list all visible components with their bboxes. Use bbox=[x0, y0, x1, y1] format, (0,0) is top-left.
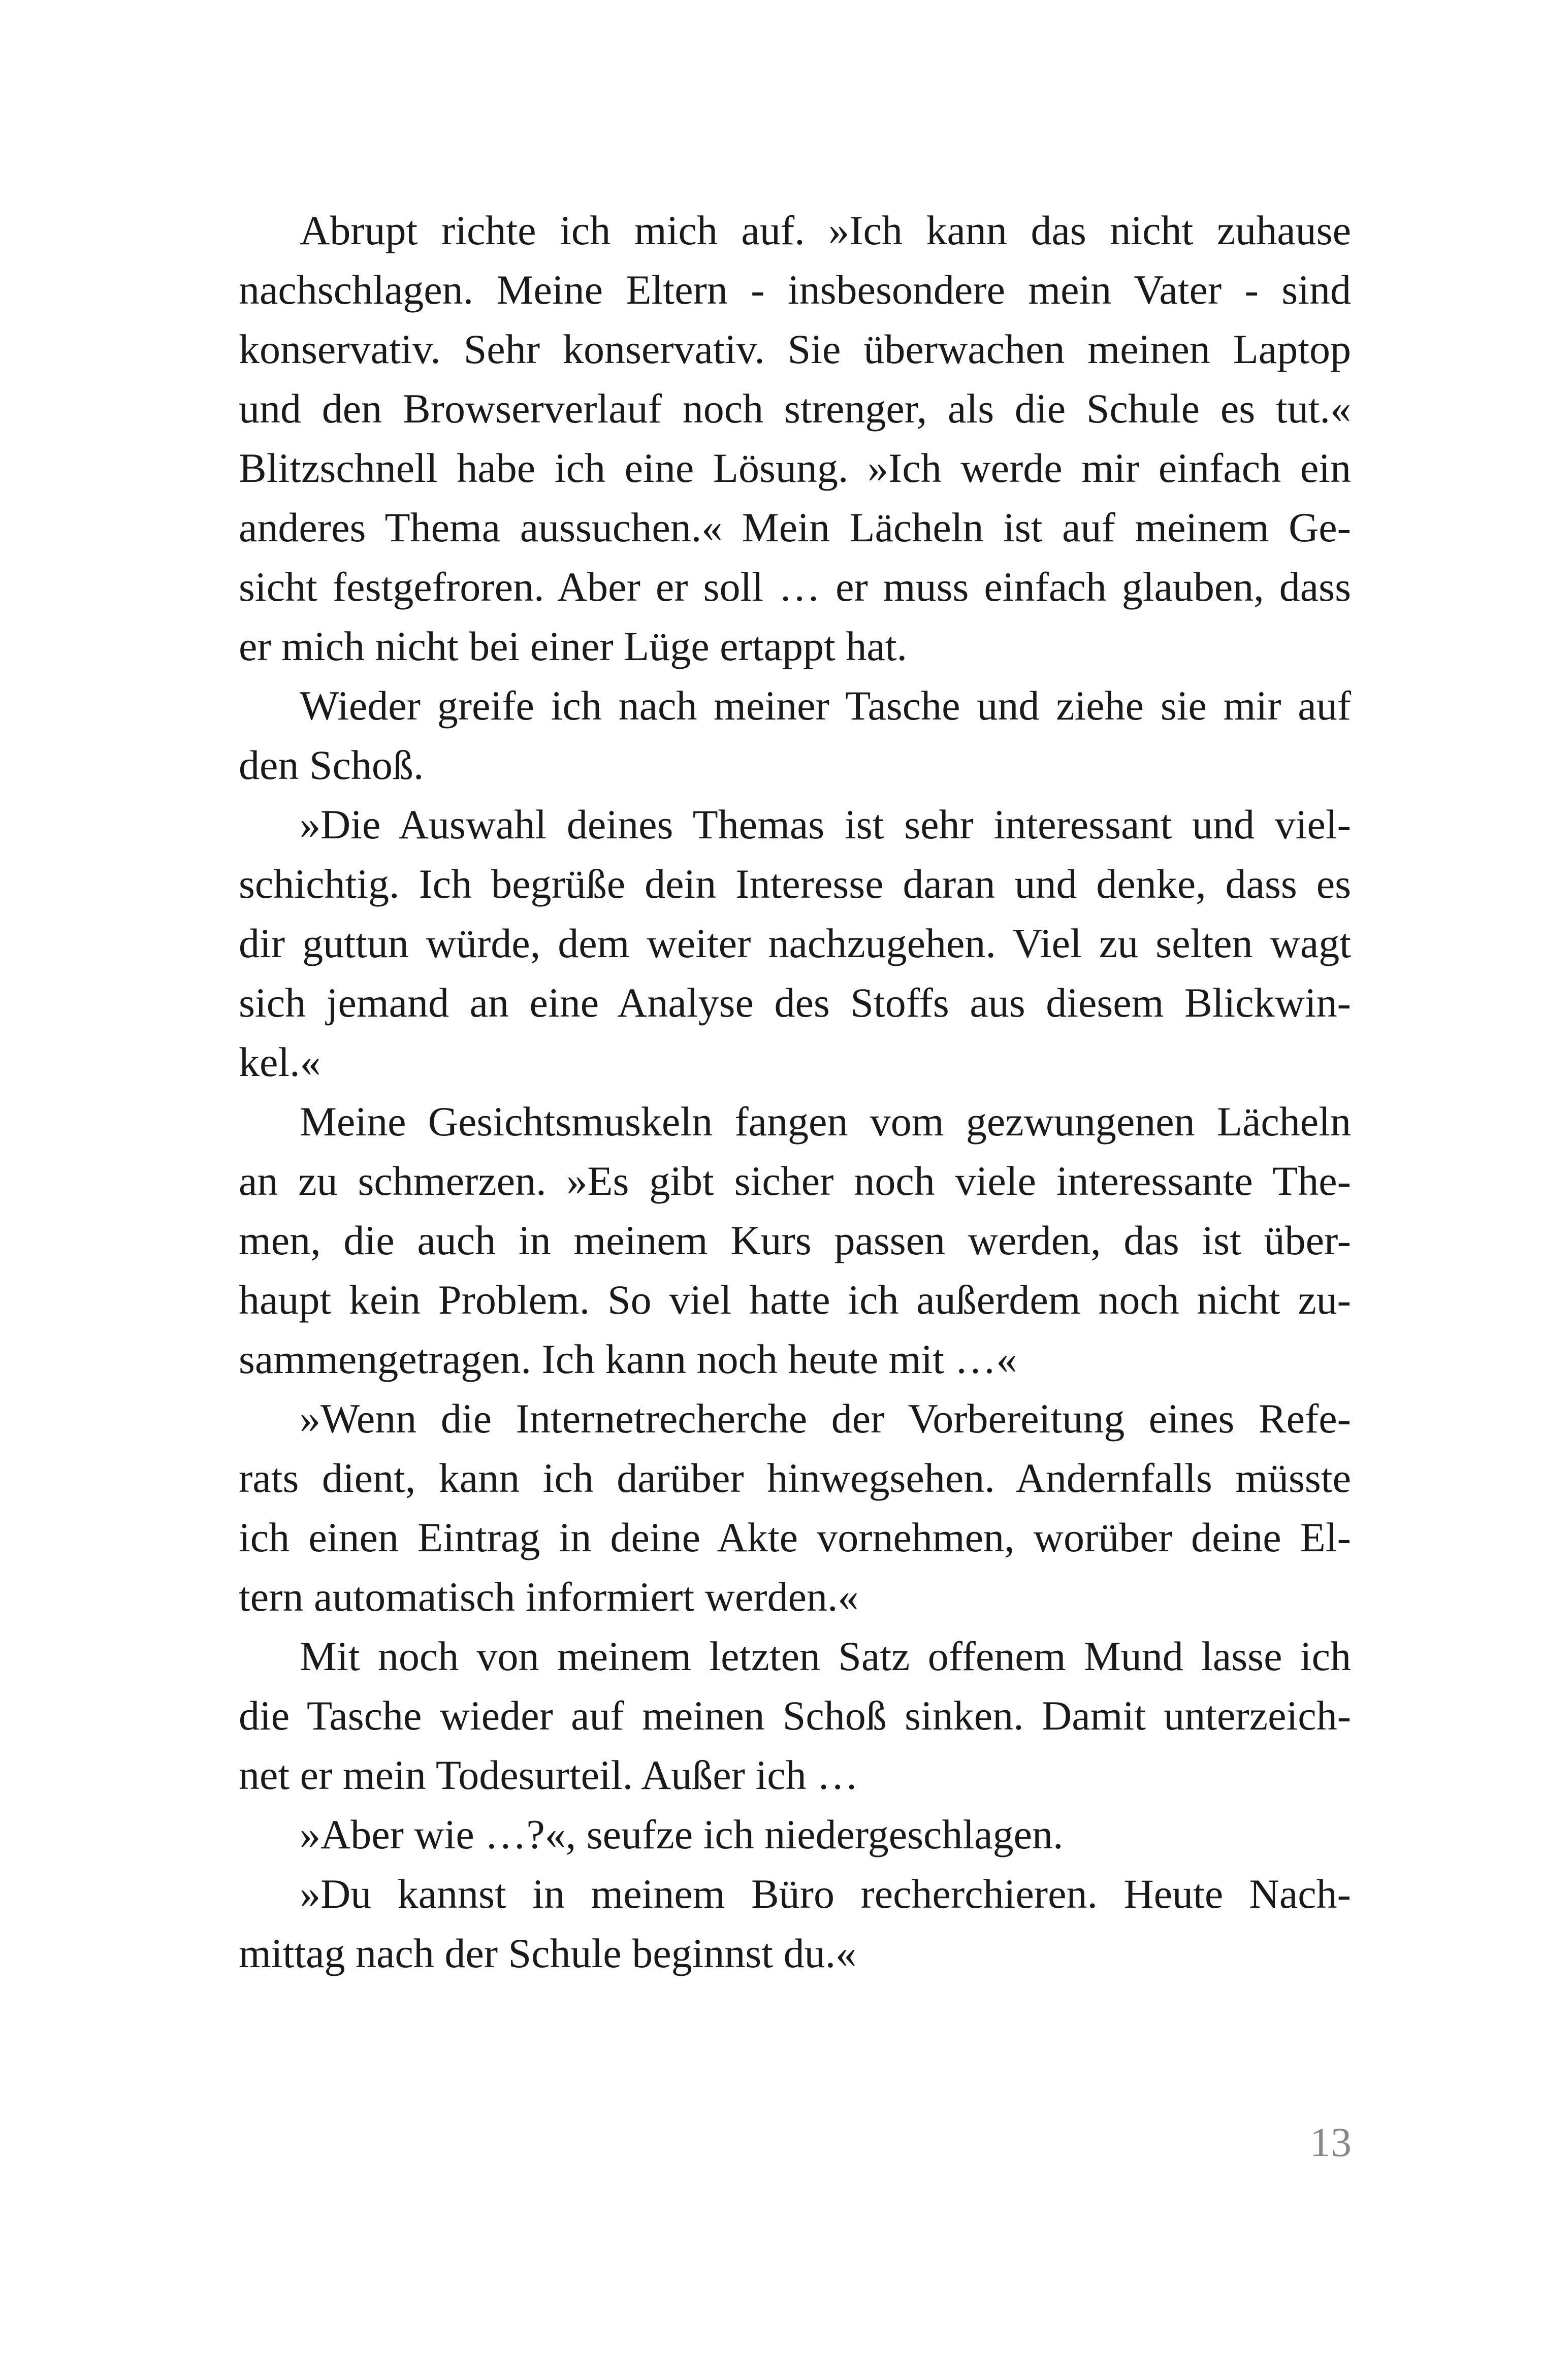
text-line: konservativ. Sehr konservativ. Sie überwachen meinen Laptop bbox=[239, 326, 1351, 372]
text-line: Meine Gesichtsmuskeln fangen vom gezwungenen Lächeln bbox=[300, 1098, 1351, 1145]
text-line: den Schoß. bbox=[239, 742, 424, 788]
text-line: Wieder greife ich nach meiner Tasche und ziehe sie mir auf bbox=[300, 682, 1351, 729]
text-line: ich einen Eintrag in deine Akte vornehmen, worüber deine El- bbox=[239, 1514, 1351, 1560]
body-text bbox=[239, 201, 1351, 1983]
text-line: mittag nach der Schule beginnst du.« bbox=[239, 1930, 857, 1976]
text-line: dir guttun würde, dem weiter nachzugehen. Viel zu selten wagt bbox=[239, 920, 1351, 966]
text-line: er mich nicht bei einer Lüge ertappt hat. bbox=[239, 623, 908, 669]
text-line: und den Browserverlauf noch strenger, als die Schule es tut.« bbox=[239, 385, 1351, 432]
text-line: an zu schmerzen. »Es gibt sicher noch viele interessante The- bbox=[239, 1158, 1351, 1204]
text-line: men, die auch in meinem Kurs passen werden, das ist über- bbox=[239, 1217, 1351, 1263]
text-line: kel.« bbox=[239, 1039, 321, 1085]
text-line: Mit noch von meinem letzten Satz offenem Mund lasse ich bbox=[300, 1633, 1351, 1679]
text-line: anderes Thema aussuchen.« Mein Lächeln ist auf meinem Ge- bbox=[239, 504, 1351, 550]
text-line: schichtig. Ich begrüße dein Interesse daran und denke, dass es bbox=[239, 861, 1351, 907]
text-line: »Aber wie …?«, seufze ich niedergeschlagen. bbox=[300, 1811, 1064, 1857]
text-line: sammengetragen. Ich kann noch heute mit …« bbox=[239, 1336, 1017, 1382]
text-line: haupt kein Problem. So viel hatte ich außerdem noch nicht zu- bbox=[239, 1277, 1351, 1323]
text-line: rats dient, kann ich darüber hinwegsehen. Andernfalls müsste bbox=[239, 1455, 1351, 1501]
text-line: sicht festgefroren. Aber er soll … er muss einfach glauben, dass bbox=[239, 564, 1351, 610]
text-line: tern automatisch informiert werden.« bbox=[239, 1574, 859, 1620]
text-line: Blitzschnell habe ich eine Lösung. »Ich werde mir einfach ein bbox=[239, 445, 1351, 491]
page-number: 13 bbox=[1310, 2119, 1352, 2165]
text-line: sich jemand an eine Analyse des Stoffs aus diesem Blickwin- bbox=[239, 980, 1351, 1026]
text-line: nachschlagen. Meine Eltern - insbesondere mein Vater - sind bbox=[239, 267, 1351, 313]
text-line: »Du kannst in meinem Büro recherchieren. Heute Nach- bbox=[300, 1871, 1351, 1917]
text-line: »Wenn die Internetrecherche der Vorbereitung eines Refe- bbox=[300, 1395, 1351, 1442]
text-line: Abrupt richte ich mich auf. »Ich kann das nicht zuhause bbox=[300, 207, 1351, 253]
text-line: net er mein Todesurteil. Außer ich … bbox=[239, 1752, 859, 1798]
text-line: »Die Auswahl deines Themas ist sehr interessant und viel- bbox=[300, 801, 1351, 847]
text-line: die Tasche wieder auf meinen Schoß sinken. Damit unterzeich- bbox=[239, 1692, 1351, 1739]
